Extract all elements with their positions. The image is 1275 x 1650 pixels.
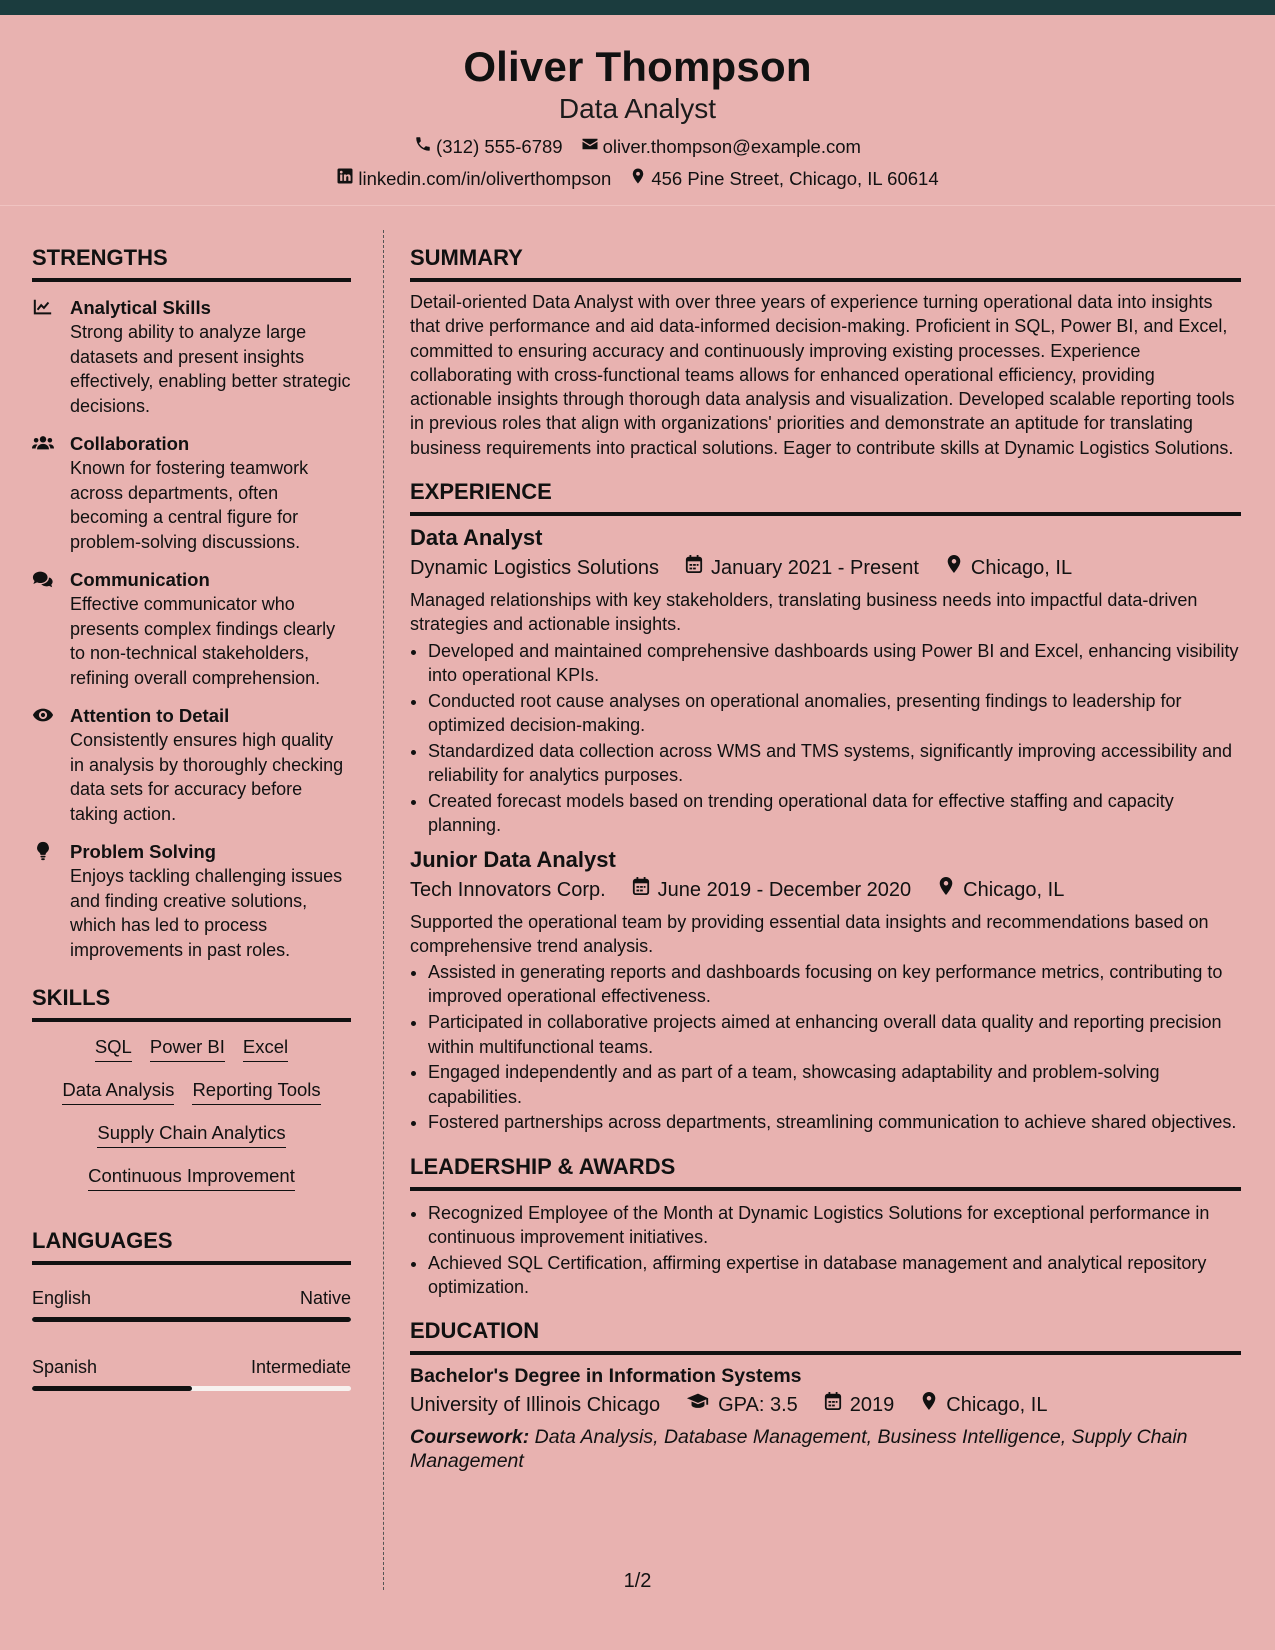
bullet-item: • Achieved SQL Certification, affirming expertise in database management and analytical repository optimization. xyxy=(428,1251,1241,1300)
skill-tag: Reporting Tools xyxy=(192,1079,320,1105)
job-description: Managed relationships with key stakeholders, translating business needs into impactful data-driven strategies and actionable insights. xyxy=(410,590,1198,635)
strength-desc: Enjoys tackling challenging issues and finding creative solutions, which has led to process improvements in past roles. xyxy=(70,866,343,960)
languages-heading: LANGUAGES xyxy=(32,1228,173,1253)
linkedin-icon xyxy=(336,167,354,190)
coursework-label: Coursework: xyxy=(410,1426,530,1449)
skill-line xyxy=(32,1165,351,1191)
bullet-item: • Fostered partnerships across departments, streamlining communication to achieve shared objectives. xyxy=(428,1110,1241,1134)
experience-heading: EXPERIENCE xyxy=(410,479,552,505)
education-heading: EDUCATION xyxy=(410,1318,540,1344)
language-item xyxy=(32,1287,351,1322)
strength-title: Attention to Detail xyxy=(70,705,230,726)
language-proficiency-bar xyxy=(32,1386,351,1391)
strength-item xyxy=(32,840,351,962)
leadership-bullets xyxy=(410,1201,1241,1300)
leadership-heading: LEADERSHIP & AWARDS xyxy=(410,1153,676,1179)
skill-line xyxy=(32,1122,351,1148)
candidate-name: Oliver Thompson xyxy=(463,43,812,90)
calendar-icon xyxy=(685,554,703,582)
job-company: Dynamic Logistics Solutions xyxy=(410,557,659,580)
coursework xyxy=(410,1425,1241,1473)
education-location: Chicago, IL xyxy=(946,1394,1048,1417)
skill-line xyxy=(32,1079,351,1105)
linkedin-text[interactable]: linkedin.com/in/oliverthompson xyxy=(358,167,612,189)
section-rule xyxy=(32,278,351,282)
job-description: Supported the operational team by providing essential data insights and recommendations based on comprehensive trend analysis. xyxy=(410,911,1209,956)
job-location: Chicago, IL xyxy=(970,557,1073,580)
gpa-text: GPA: 3.5 xyxy=(718,1394,798,1417)
right-column xyxy=(410,244,1241,1473)
language-level: Intermediate xyxy=(250,1357,351,1377)
bullet-item: • Participated in collaborative projects aimed at enhancing overall data quality and reporting precision within multifunctional teams. xyxy=(428,1010,1241,1059)
strength-desc: Effective communicator who presents complex findings clearly to non-technical stakeholders, refining overall comprehension. xyxy=(70,594,336,688)
bullet-item: • Assisted in generating reports and dashboards focusing on key performance metrics, contributing to improved operational effectiveness. xyxy=(428,960,1241,1009)
strength-item xyxy=(32,568,351,690)
strength-desc: Consistently ensures high quality in analysis by thoroughly checking data sets for accuracy before taking action. xyxy=(70,730,344,824)
language-name: Spanish xyxy=(32,1357,98,1377)
calendar-icon xyxy=(632,876,650,904)
strength-item xyxy=(32,296,351,418)
strength-title: Analytical Skills xyxy=(70,297,211,318)
graduation-year: 2019 xyxy=(849,1394,895,1417)
job-company: Tech Innovators Corp. xyxy=(410,878,606,901)
section-rule xyxy=(32,1018,351,1022)
skills-list xyxy=(32,1036,351,1191)
section-rule xyxy=(32,1261,351,1265)
bullet-item: • Recognized Employee of the Month at Dynamic Logistics Solutions for exceptional performance in continuous improvement initiatives. xyxy=(428,1201,1241,1250)
job-bullets xyxy=(410,960,1241,1135)
phone-contact xyxy=(414,135,563,158)
section-rule xyxy=(410,1187,1241,1191)
language-item xyxy=(32,1356,351,1391)
language-proficiency-fill xyxy=(32,1386,192,1391)
comments-icon xyxy=(32,569,56,589)
skill-tag: Excel xyxy=(243,1036,288,1062)
strength-desc: Known for fostering teamwork across departments, often becoming a central figure for problem-solving discussions. xyxy=(70,458,309,552)
bullet-item: • Created forecast models based on trending operational data for effective staffing and capacity planning. xyxy=(428,789,1241,838)
language-proficiency-fill xyxy=(32,1317,351,1322)
map-pin-icon xyxy=(945,554,963,582)
strength-desc: Strong ability to analyze large datasets and present insights effectively, enabling better strategic decisions. xyxy=(70,322,351,416)
skills-heading: SKILLS xyxy=(32,985,111,1010)
job-dates: January 2021 - Present xyxy=(711,557,919,580)
job-location: Chicago, IL xyxy=(963,878,1065,901)
job-entry xyxy=(410,846,1241,1135)
job-meta xyxy=(410,876,1241,904)
address-contact xyxy=(629,167,938,190)
degree-title: Bachelor's Degree in Information Systems xyxy=(410,1365,802,1388)
coursework-list: Data Analysis, Database Management, Business Intelligence, Supply Chain Management xyxy=(410,1426,1188,1473)
skill-line xyxy=(32,1036,351,1062)
language-proficiency-bar xyxy=(32,1317,351,1322)
lightbulb-icon xyxy=(32,841,56,861)
address-text: 456 Pine Street, Chicago, IL 60614 xyxy=(651,167,939,189)
top-bar xyxy=(0,0,1275,15)
strength-title: Communication xyxy=(70,569,210,590)
strength-title: Collaboration xyxy=(70,433,190,454)
summary-heading: SUMMARY xyxy=(410,245,523,270)
users-icon xyxy=(32,433,56,453)
language-level: Native xyxy=(299,1288,351,1308)
resume-header xyxy=(0,15,1275,206)
strength-item xyxy=(32,704,351,826)
envelope-icon xyxy=(581,135,599,158)
left-column xyxy=(32,244,351,1391)
map-pin-icon xyxy=(937,876,955,904)
calendar-icon xyxy=(824,1391,842,1419)
eye-icon xyxy=(32,705,56,725)
map-pin-icon xyxy=(920,1391,938,1419)
skill-tag: Data Analysis xyxy=(62,1079,174,1105)
contact-row-1 xyxy=(0,135,1275,158)
graduation-cap-icon xyxy=(686,1391,710,1419)
section-rule xyxy=(410,512,1241,516)
job-bullets xyxy=(410,639,1241,838)
school-name: University of Illinois Chicago xyxy=(410,1394,661,1417)
bullet-item: • Developed and maintained comprehensive dashboards using Power BI and Excel, enhancing visibility into operational KPIs. xyxy=(428,639,1241,688)
section-rule xyxy=(410,278,1241,282)
skill-tag: Power BI xyxy=(150,1036,225,1062)
page-number: 1/2 xyxy=(623,1570,652,1592)
job-meta xyxy=(410,554,1241,582)
education-meta xyxy=(410,1391,1241,1419)
bullet-item: • Engaged independently and as part of a team, showcasing adaptability and problem-solving capabilities. xyxy=(428,1060,1241,1109)
map-pin-icon xyxy=(629,167,647,190)
job-dates: June 2019 - December 2020 xyxy=(657,878,912,901)
job-title: Data Analyst xyxy=(410,525,543,551)
job-entry xyxy=(410,524,1241,837)
language-name: English xyxy=(32,1288,92,1308)
summary-text: Detail-oriented Data Analyst with over three years of experience turning operational data into insights that drive performance and aid data-informed decision-making. Proficient in SQL, Power BI, and Excel, committed to ensuring accuracy and continuously improving existing processes. Experience collaborating with cross-functional teams allows for enhanced operational efficiency, providing actionable insights through thorough data analysis and visualization. Developed scalable reporting tools in previous roles that align with organizations' priorities and demonstrate an aptitude for translating business requirements into practical solutions. Eager to contribute skills at Dynamic Logistics Solutions. xyxy=(410,292,1235,458)
strengths-heading: STRENGTHS xyxy=(32,245,168,270)
phone-text: (312) 555-6789 xyxy=(436,135,563,157)
section-rule xyxy=(410,1351,1241,1355)
skill-tag: Supply Chain Analytics xyxy=(97,1122,285,1148)
phone-icon xyxy=(414,135,432,158)
job-title: Junior Data Analyst xyxy=(410,846,616,872)
skill-tag: Continuous Improvement xyxy=(88,1165,295,1191)
candidate-title: Data Analyst xyxy=(558,93,717,124)
column-divider xyxy=(383,230,384,1590)
linkedin-contact[interactable] xyxy=(336,167,611,190)
email-contact[interactable] xyxy=(581,135,861,158)
strength-item xyxy=(32,432,351,554)
bullet-item: • Conducted root cause analyses on operational anomalies, presenting findings to leadership for optimized decision-making. xyxy=(428,689,1241,738)
contact-row-2 xyxy=(0,167,1275,190)
bullet-item: • Standardized data collection across WMS and TMS systems, significantly improving accessibility and reliability for analytics purposes. xyxy=(428,739,1241,788)
strength-title: Problem Solving xyxy=(70,841,216,862)
chart-line-icon xyxy=(32,297,56,317)
email-text[interactable]: oliver.thompson@example.com xyxy=(602,135,861,157)
skill-tag: SQL xyxy=(95,1036,132,1062)
